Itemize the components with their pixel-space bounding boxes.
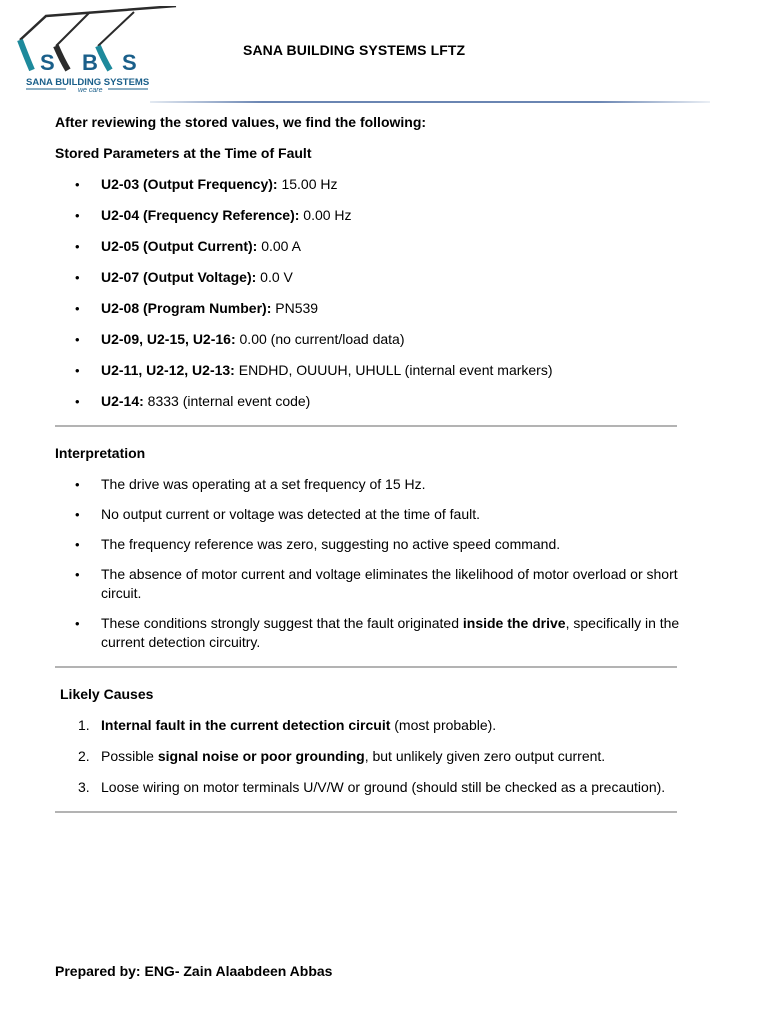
list-item	[55, 206, 695, 225]
item-text: The frequency reference was zero, suggesting no active speed command.	[101, 536, 561, 552]
list-item	[55, 475, 695, 494]
param-label: U2-07 (Output Voltage):	[101, 269, 257, 285]
item-number: 2.	[78, 748, 90, 764]
item-emphasis: signal noise or poor grounding	[157, 748, 365, 764]
param-label: U2-05 (Output Current):	[101, 238, 258, 254]
causes-heading: Likely Causes	[60, 686, 154, 702]
sbs-logo	[16, 6, 178, 98]
list-item	[55, 268, 695, 287]
header-title: SANA BUILDING SYSTEMS LFTZ	[243, 42, 466, 58]
list-item	[55, 778, 695, 797]
param-value: 0.00 A	[257, 238, 301, 254]
list-item	[55, 614, 695, 652]
logo-tagline: we care	[78, 87, 103, 94]
item-text: The drive was operating at a set frequency of 15 Hz.	[101, 476, 426, 492]
interpretation-heading: Interpretation	[55, 445, 146, 461]
param-label: U2-09, U2-15, U2-16:	[101, 331, 236, 347]
header-rule	[150, 101, 710, 103]
interpretation-list	[55, 475, 695, 652]
item-text-tail: , specifically in the current detection circuitry.	[101, 615, 680, 650]
item-emphasis: inside the drive	[462, 615, 566, 631]
list-item	[55, 716, 695, 735]
item-text: Possible	[101, 748, 158, 764]
causes-list	[55, 716, 695, 797]
item-emphasis: Internal fault in the current detection circuit	[101, 717, 391, 733]
logo-letter-1: S	[40, 50, 55, 75]
section-divider	[55, 666, 677, 668]
list-item	[55, 392, 695, 411]
item-text: No output current or voltage was detected at the time of fault.	[101, 506, 480, 522]
item-text: These conditions strongly suggest that the fault originated	[101, 615, 463, 631]
section-divider	[55, 425, 677, 427]
param-value: 0.00 (no current/load data)	[235, 331, 405, 347]
item-text-tail: , but unlikely given zero output current.	[364, 748, 606, 764]
param-label: U2-14:	[101, 393, 144, 409]
prepared-by: Prepared by: ENG- Zain Alaabdeen Abbas	[55, 963, 333, 979]
item-text-tail: (most probable).	[390, 717, 497, 733]
item-number: 1.	[78, 717, 90, 733]
param-label: U2-04 (Frequency Reference):	[101, 207, 300, 223]
document-body	[55, 113, 695, 813]
item-number: 3.	[78, 779, 90, 795]
stored-heading: Stored Parameters at the Time of Fault	[55, 145, 312, 161]
logo-letter-2: B	[82, 50, 98, 75]
list-item	[55, 505, 695, 524]
param-value: PN539	[271, 300, 319, 316]
section-divider	[55, 811, 677, 813]
param-value: 15.00 Hz	[277, 176, 338, 192]
param-label: U2-08 (Program Number):	[101, 300, 272, 316]
list-item	[55, 747, 695, 766]
list-item	[55, 565, 695, 603]
list-item	[55, 535, 695, 554]
param-value: 0.00 Hz	[299, 207, 352, 223]
param-label: U2-11, U2-12, U2-13:	[101, 362, 235, 378]
list-item	[55, 237, 695, 256]
param-value: 8333 (internal event code)	[143, 393, 311, 409]
stored-params-list	[55, 175, 695, 411]
list-item	[55, 175, 695, 194]
list-item	[55, 330, 695, 349]
list-item	[55, 361, 695, 380]
list-item	[55, 299, 695, 318]
param-label: U2-03 (Output Frequency):	[101, 176, 278, 192]
intro-text: After reviewing the stored values, we find the following:	[55, 114, 427, 130]
logo-letter-3: S	[122, 50, 137, 75]
logo-company: SANA BUILDING SYSTEMS	[26, 77, 150, 88]
param-value: ENDHD, OUUUH, UHULL (internal event markers)	[234, 362, 553, 378]
item-text: Loose wiring on motor terminals U/V/W or ground (should still be checked as a precaution).	[101, 779, 666, 795]
item-text: The absence of motor current and voltage eliminates the likelihood of motor overload or short circuit.	[101, 566, 678, 601]
param-value: 0.0 V	[256, 269, 293, 285]
